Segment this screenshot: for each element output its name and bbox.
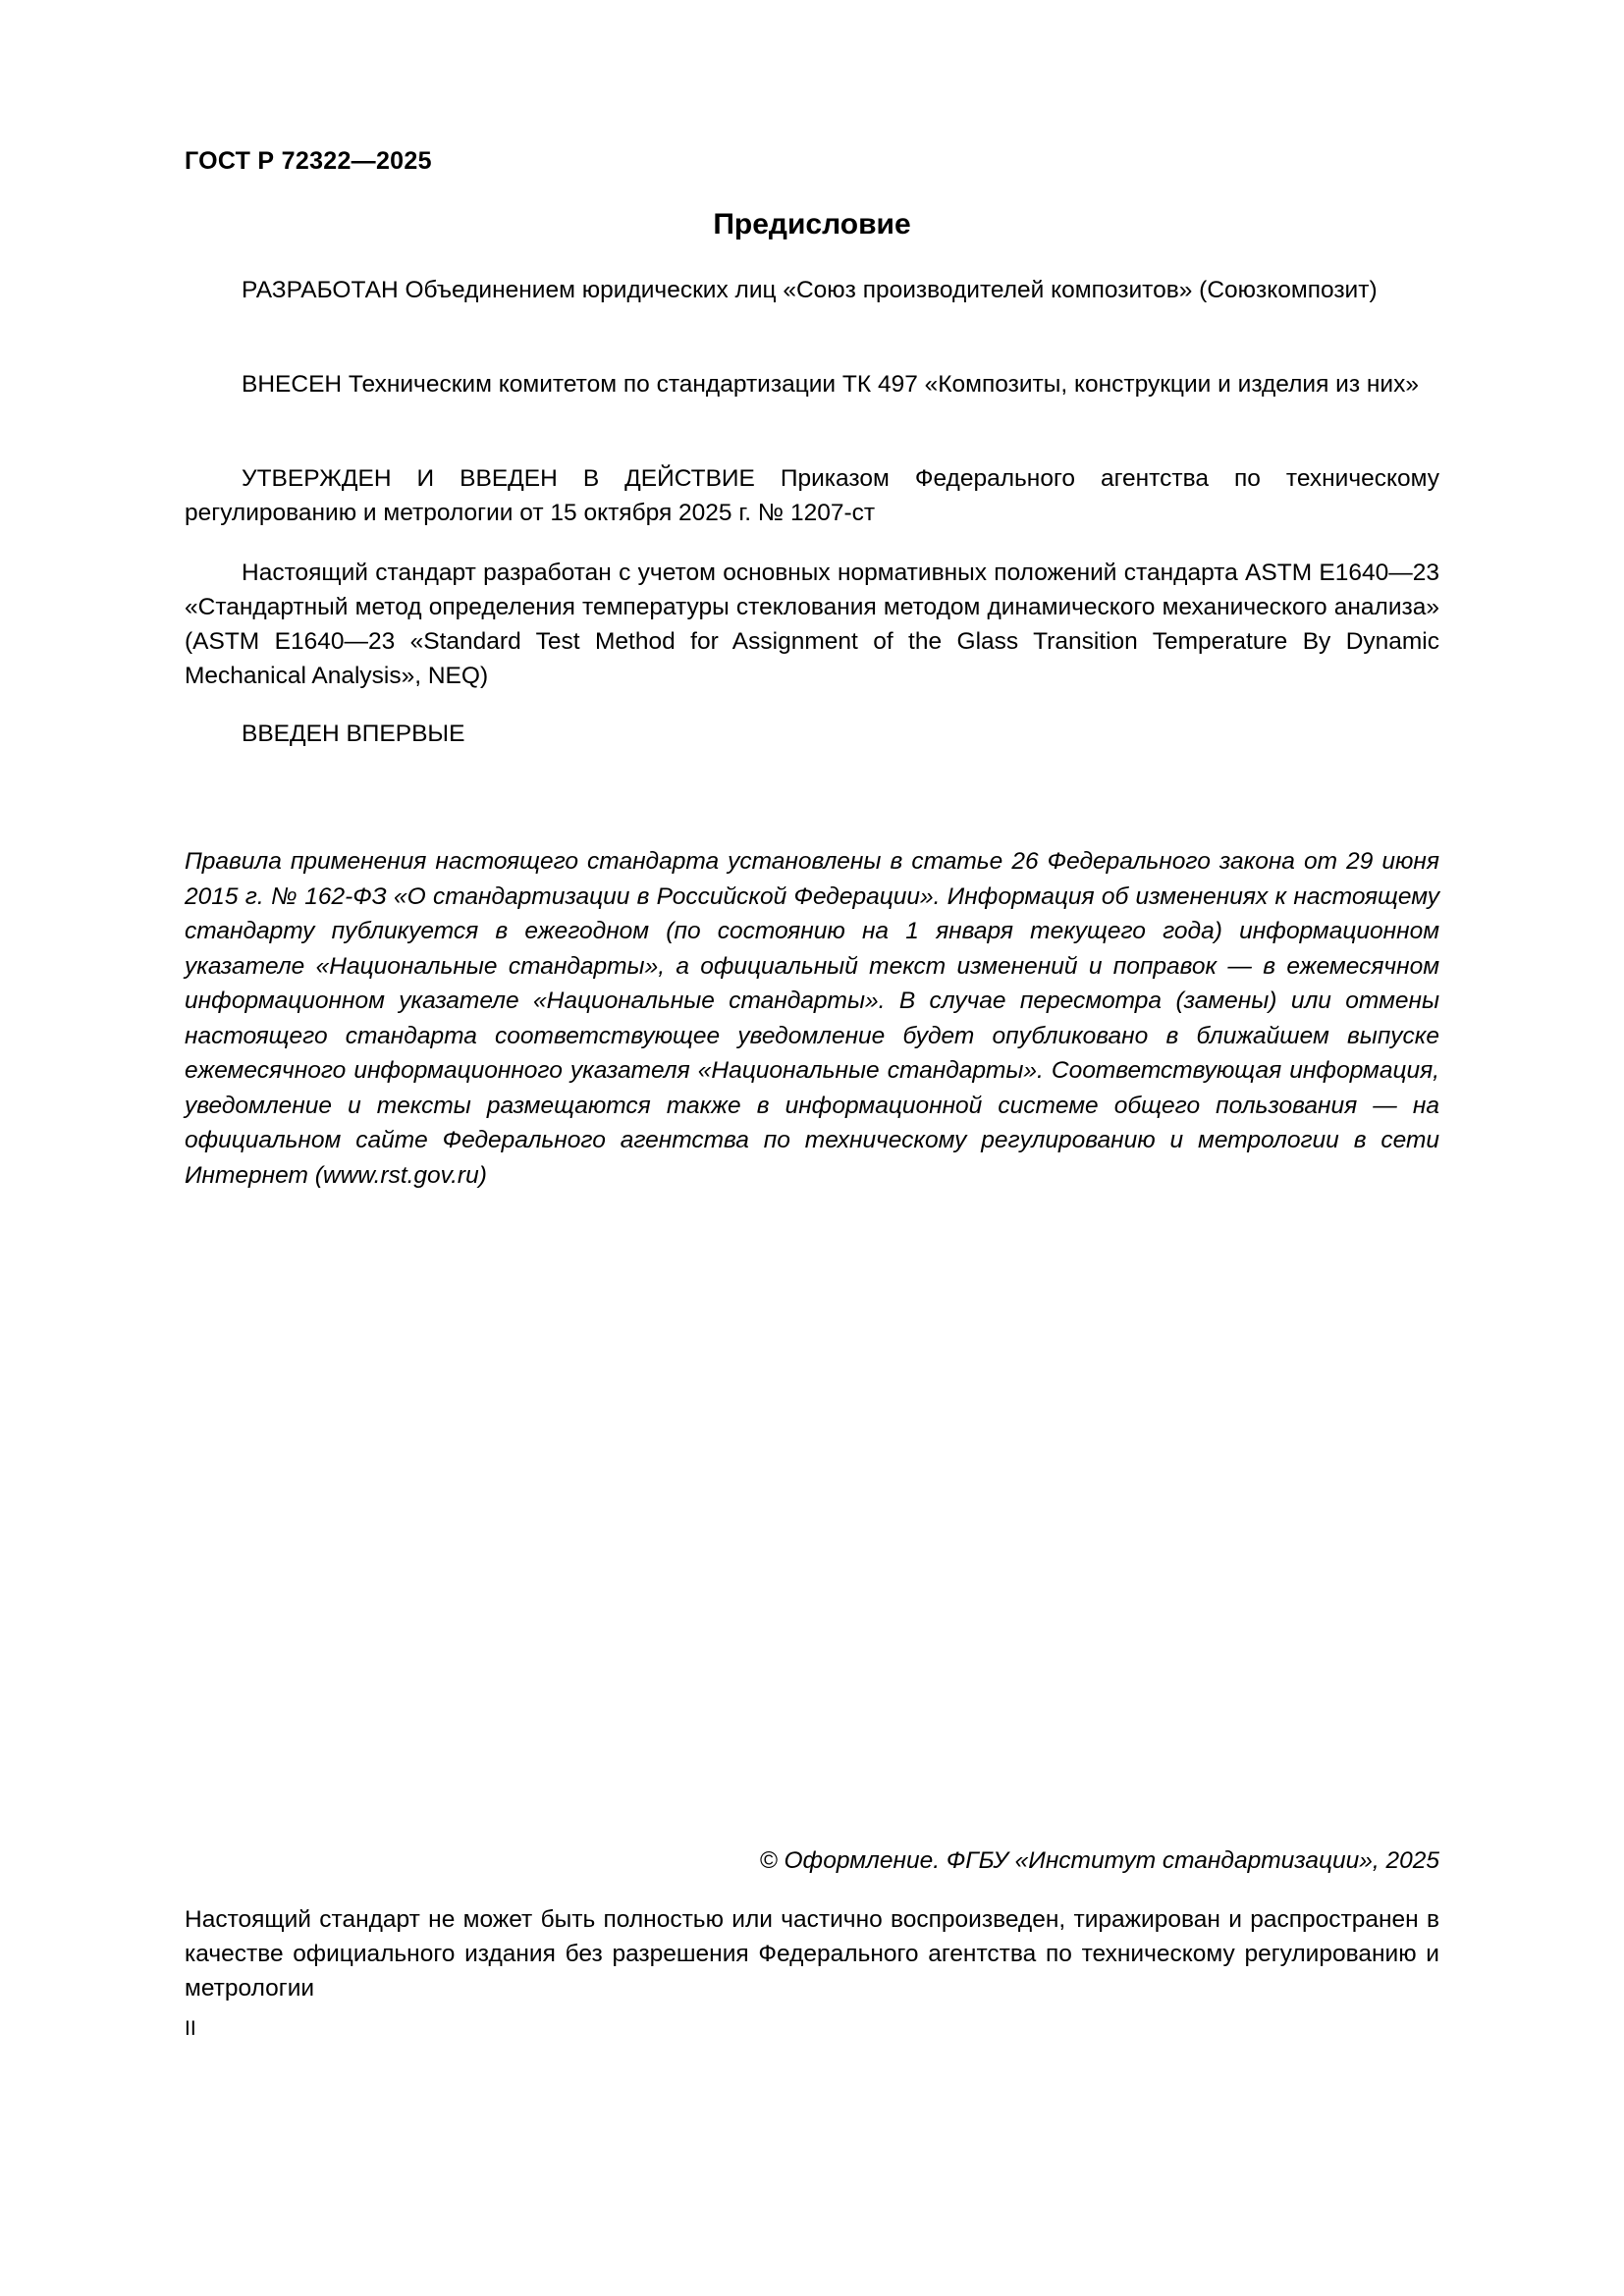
preface-item-5 <box>185 717 1439 751</box>
preface-item-4-text: Настоящий стандарт разработан с учетом основных нормативных положений стандарта ASTM E1640—23 «Стандартный метод определения температуры стеклования методом динамического механического анализа» (ASTM E1640—23 «Standard Test Method for Assignment of the Glass Transition Temperature By Dynamic Mechanical Analysis», NEQ) <box>185 560 1439 689</box>
page-title: Предисловие <box>713 208 911 240</box>
reproduction-restriction-text: Настоящий стандарт не может быть полностью или частично воспроизведен, тиражирован и распространен в качестве официального издания без разрешения Федерального агентства по техническому регулированию и метрологии <box>185 1906 1439 2002</box>
running-header-standard-code: ГОСТ Р 72322—2025 <box>185 147 432 175</box>
preface-item-2 <box>185 367 1439 401</box>
preface-item-5-text: ВВЕДЕН ВПЕРВЫЕ <box>242 721 465 747</box>
preface-item-2-text: ВНЕСЕН Техническим комитетом по стандартизации ТК 497 «Композиты, конструкции и изделия из них» <box>242 371 1419 398</box>
preface-item-1 <box>185 273 1439 307</box>
application-rules-notice <box>185 844 1439 1193</box>
reproduction-restriction-note <box>185 1902 1439 2005</box>
preface-item-1-text: РАЗРАБОТАН Объединением юридических лиц «Союз производителей композитов» (Союзкомпозит) <box>242 277 1378 303</box>
preface-item-3 <box>185 461 1439 530</box>
page-number: II <box>185 2017 196 2040</box>
application-rules-notice-text: Правила применения настоящего стандарта установлены в статье 26 Федерального закона от 29 июня 2015 г. № 162-ФЗ «О стандартизации в Российской Федерации». Информация об изменениях к настоящему стандарту публикуется в ежегодном (по состоянию на 1 января текущего года) информационном указателе «Национальные стандарты», а официальный текст изменений и поправок — в ежемесячном информационном указателе «Национальные стандарты». В случае пересмотра (замены) или отмены настоящего стандарта соответствующее уведомление будет опубликовано в ближайшем выпуске ежемесячного информационного указателя «Национальные стандарты». Соответствующая информация, уведомление и тексты размещаются также в информационной системе общего пользования — на официальном сайте Федерального агентства по техническому регулированию и метрологии в сети Интернет (www.rst.gov.ru) <box>185 848 1439 1189</box>
copyright-line: © Оформление. ФГБУ «Институт стандартизации», 2025 <box>759 1847 1439 1874</box>
preface-item-3-text: УТВЕРЖДЕН И ВВЕДЕН В ДЕЙСТВИЕ Приказом Федерального агентства по техническому регулированию и метрологии от 15 октября 2025 г. № 1207-ст <box>185 465 1439 526</box>
preface-item-4 <box>185 556 1439 693</box>
